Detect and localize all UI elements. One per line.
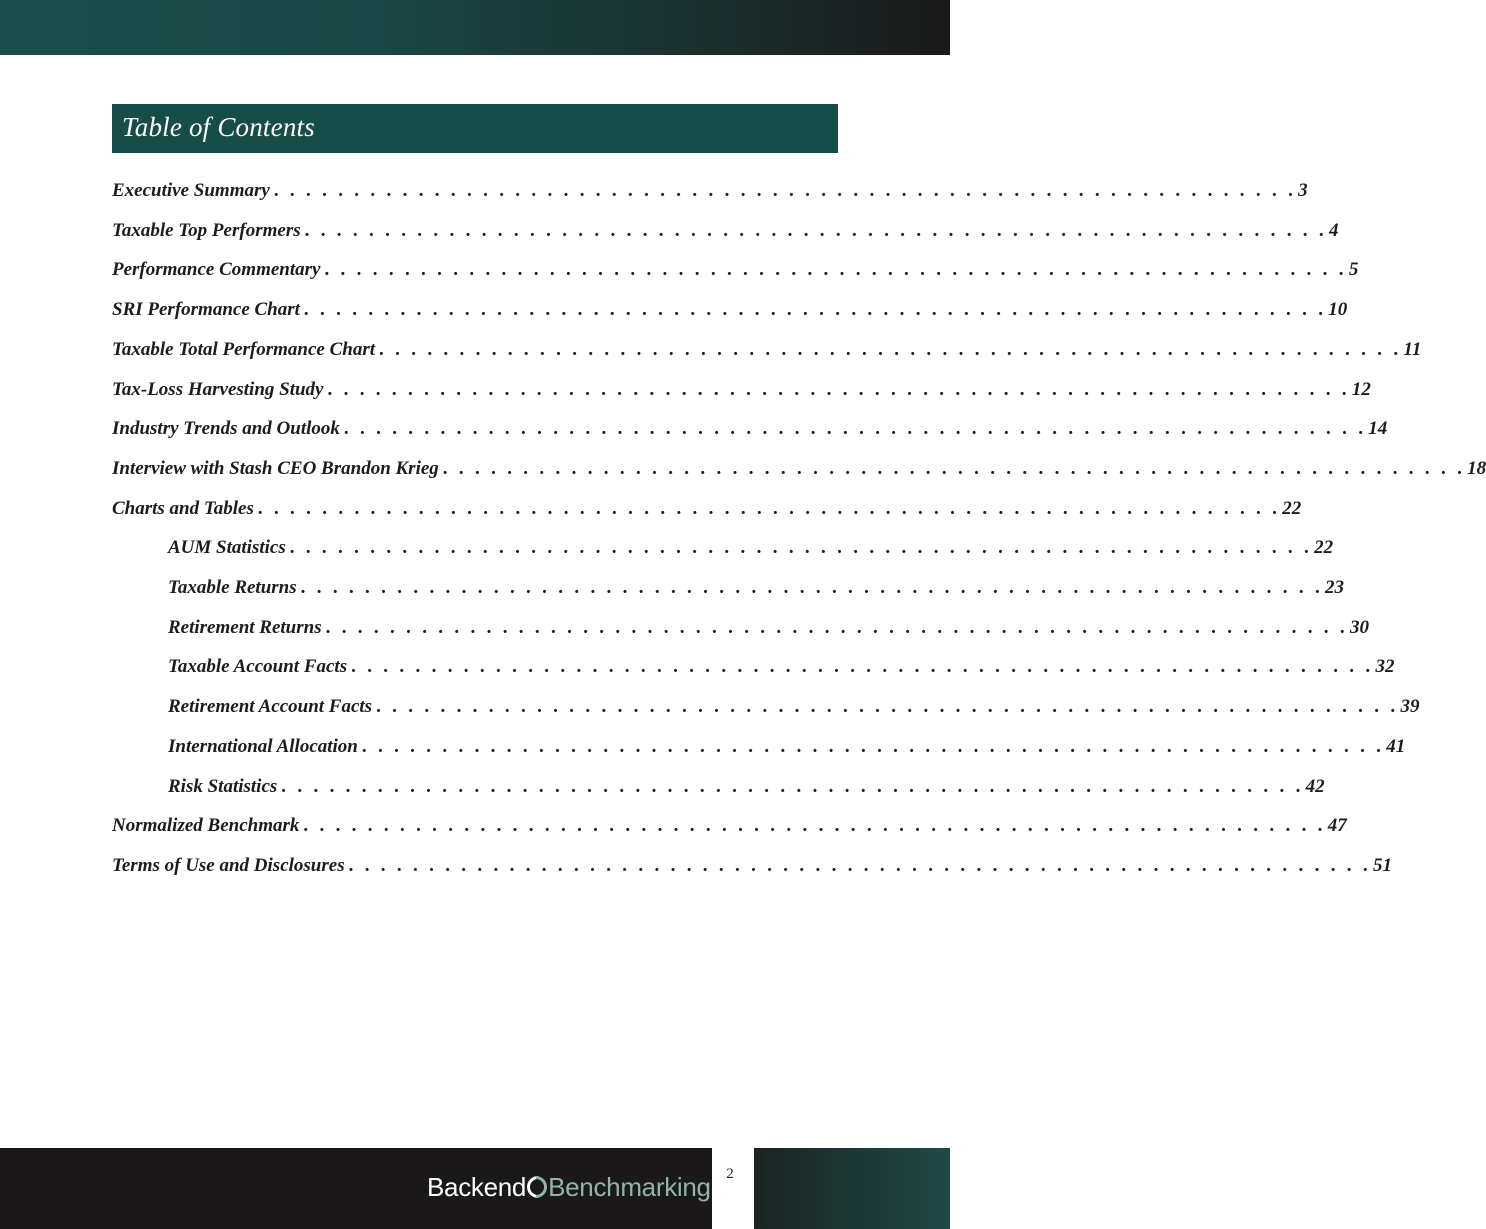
toc-entry-label: Normalized Benchmark (112, 815, 300, 836)
toc-entry-label: Taxable Top Performers (112, 220, 301, 241)
brand-name-part2: Benchmarking (548, 1171, 711, 1202)
toc-entry[interactable] (168, 577, 1344, 605)
toc-entry-page: 22 (1314, 537, 1334, 558)
toc-entry-page: 39 (1400, 696, 1420, 717)
toc-entry-page: 18 (1467, 458, 1486, 479)
toc-entry-label: Taxable Returns (168, 577, 297, 598)
toc-entry-label: Terms of Use and Disclosures (112, 855, 345, 876)
brand-logo (427, 1170, 711, 1204)
toc-entry-label: Retirement Returns (168, 617, 322, 638)
toc-entry[interactable] (112, 458, 1486, 486)
brand-name-part1: Backend (427, 1171, 527, 1202)
toc-dot-leader: . . . . . . . . . . . . . . . . . . . . . . . . . . . . . . . . . . . . . . . . . . . . . . . . . . . . . . . . . . . . . . . . (442, 458, 1466, 479)
toc-entry[interactable] (168, 736, 1406, 764)
toc-entry-label: AUM Statistics (168, 537, 286, 558)
toc-entry-label: Charts and Tables (112, 498, 254, 519)
toc-dot-leader: . . . . . . . . . . . . . . . . . . . . . . . . . . . . . . . . . . . . . . . . . . . . . . . . . . . . . . . . . . . . . . . . (324, 259, 1347, 280)
toc-entry-page: 41 (1386, 736, 1406, 757)
toc-dot-leader: . . . . . . . . . . . . . . . . . . . . . . . . . . . . . . . . . . . . . . . . . . . . . . . . . . . . . . . . . . . . . . . . (343, 418, 1367, 439)
toc-entry-label: Industry Trends and Outlook (112, 418, 340, 439)
toc-entry[interactable] (168, 537, 1334, 565)
toc-dot-leader: . . . . . . . . . . . . . . . . . . . . . . . . . . . . . . . . . . . . . . . . . . . . . . . . . . . . . . . . . . . . . . . . (303, 299, 1327, 320)
toc-entry-page: 3 (1298, 180, 1308, 201)
toc-dot-leader: . . . . . . . . . . . . . . . . . . . . . . . . . . . . . . . . . . . . . . . . . . . . . . . . . . . . . . . . . . . . . . . . (304, 220, 1327, 241)
toc-entry-page: 30 (1349, 617, 1369, 638)
toc-entry-page: 5 (1348, 259, 1359, 280)
toc-entry-label: Performance Commentary (112, 259, 321, 280)
toc-entry[interactable] (112, 815, 1347, 843)
toc-entry[interactable] (112, 339, 1422, 367)
toc-dot-leader: . . . . . . . . . . . . . . . . . . . . . . . . . . . . . . . . . . . . . . . . . . . . . . . . . . . . . . . . . . . . . . . . (281, 776, 1304, 797)
footer-page-box (712, 1148, 754, 1229)
toc-entry[interactable] (112, 180, 1308, 208)
toc-dot-leader: . . . . . . . . . . . . . . . . . . . . . . . . . . . . . . . . . . . . . . . . . . . . . . . . . . . . . . . . . . . . . . . . (379, 339, 1402, 360)
toc-entry[interactable] (112, 259, 1359, 287)
toc-entry[interactable] (112, 498, 1302, 526)
toc-entry-label: Interview with Stash CEO Brandon Krieg (112, 458, 439, 479)
toc-entry[interactable] (112, 379, 1371, 407)
toc-entry[interactable] (168, 776, 1325, 804)
toc-entry-label: Taxable Total Performance Chart (112, 339, 376, 360)
page-title: Table of Contents (122, 112, 315, 142)
toc-dot-leader: . . . . . . . . . . . . . . . . . . . . . . . . . . . . . . . . . . . . . . . . . . . . . . . . . . . . . . . . . . . . . . . . (289, 537, 1313, 558)
toc-entry-label: SRI Performance Chart (112, 299, 300, 320)
toc-entry-page: 14 (1368, 418, 1388, 439)
toc-entry-page: 10 (1328, 299, 1348, 320)
toc-entry-label: Tax-Loss Harvesting Study (112, 379, 324, 400)
toc-entry-label: Executive Summary (112, 180, 270, 201)
toc-entry[interactable] (168, 656, 1395, 684)
toc-entry-page: 42 (1305, 776, 1325, 797)
brand-mark-icon (527, 1176, 547, 1198)
toc-dot-leader: . . . . . . . . . . . . . . . . . . . . . . . . . . . . . . . . . . . . . . . . . . . . . . . . . . . . . . . . . . . . . . . . (351, 656, 1374, 677)
toc-entry-page: 22 (1282, 498, 1302, 519)
toc-entry-page: 11 (1403, 339, 1422, 360)
page-number: 2 (726, 1166, 734, 1182)
toc-entry-page: 47 (1327, 815, 1347, 836)
toc-entry[interactable] (112, 855, 1392, 883)
toc-dot-leader: . . . . . . . . . . . . . . . . . . . . . . . . . . . . . . . . . . . . . . . . . . . . . . . . . . . . . . . . . . . . . . . . (376, 696, 1399, 717)
toc-entry-page: 32 (1375, 656, 1395, 677)
toc-dot-leader: . . . . . . . . . . . . . . . . . . . . . . . . . . . . . . . . . . . . . . . . . . . . . . . . . . . . . . . . . . . . . . . . (361, 736, 1385, 757)
toc-dot-leader: . . . . . . . . . . . . . . . . . . . . . . . . . . . . . . . . . . . . . . . . . . . . . . . . . . . . . . . . . . . . . . . . (273, 180, 1297, 201)
toc-entry-page: 23 (1325, 577, 1344, 598)
toc-entry[interactable] (168, 696, 1420, 724)
toc-entry-label: Risk Statistics (168, 776, 278, 797)
toc-entry[interactable] (112, 299, 1348, 327)
toc-entry-page: 12 (1351, 379, 1371, 400)
toc-dot-leader: . . . . . . . . . . . . . . . . . . . . . . . . . . . . . . . . . . . . . . . . . . . . . . . . . . . . . . . . . . . . . . . . (303, 815, 1326, 836)
toc-entry-label: Retirement Account Facts (168, 696, 373, 717)
toc-entry-page: 4 (1328, 220, 1339, 241)
toc-dot-leader: . . . . . . . . . . . . . . . . . . . . . . . . . . . . . . . . . . . . . . . . . . . . . . . . . . . . . . . . . . . . . . . . (257, 498, 1281, 519)
toc-dot-leader: . . . . . . . . . . . . . . . . . . . . . . . . . . . . . . . . . . . . . . . . . . . . . . . . . . . . . . . . . . . . . . . . (325, 617, 1348, 638)
footer-accent (754, 1148, 950, 1229)
toc-dot-leader: . . . . . . . . . . . . . . . . . . . . . . . . . . . . . . . . . . . . . . . . . . . . . . . . . . . . . . . . . . . . . . . . (348, 855, 1371, 876)
toc-dot-leader: . . . . . . . . . . . . . . . . . . . . . . . . . . . . . . . . . . . . . . . . . . . . . . . . . . . . . . . . . . . . . . . . (327, 379, 1350, 400)
toc-entry[interactable] (112, 220, 1339, 248)
toc-entry-page: 51 (1372, 855, 1392, 876)
toc-dot-leader: . . . . . . . . . . . . . . . . . . . . . . . . . . . . . . . . . . . . . . . . . . . . . . . . . . . . . . . . . . . . . . . . (300, 577, 1323, 598)
toc-entry-label: Taxable Account Facts (168, 656, 348, 677)
toc-entry[interactable] (168, 617, 1369, 645)
toc-entry-label: International Allocation (168, 736, 358, 757)
toc-entry[interactable] (112, 418, 1388, 446)
